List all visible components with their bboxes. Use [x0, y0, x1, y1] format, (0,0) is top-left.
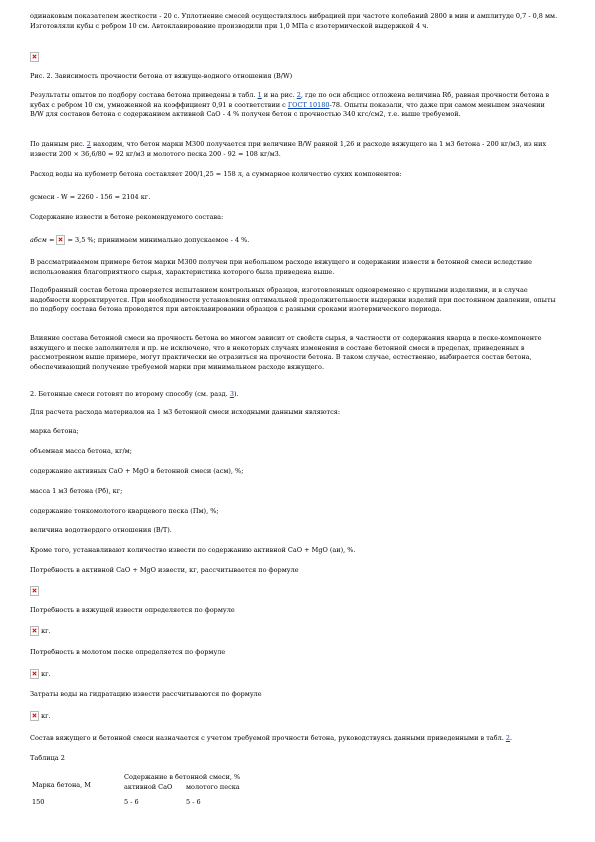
paragraph-influence: Влияние состава бетонной смеси на прочность бетона во многом зависит от свойств сырья, в частности от содержания кварца в песке-компоненте вяжущего и песке заполнителя и пр. не исключено, что в некоторых случаях изменения в составе бетонной смеси в пределах, приведенных в рассмотренном выше примере, могут практически не отразиться на прочности бетона. В таком случае, естественно, выбирается состав бетона, обеспечивающий получение требуемой марки при минимальном расходе вяжущего.	[30, 334, 542, 371]
table-row: 150 5 - 6 5 - 6	[32, 798, 201, 806]
paragraph-lime-amount: Кроме того, устанавливают количество извести по содержанию активной CaO + MgO (aи), %.	[30, 546, 356, 554]
section-3-link[interactable]: 3	[229, 390, 234, 398]
list-item-water-ratio: величина водотвердого отношения (В/Т).	[30, 526, 172, 534]
table-title: Таблица 2	[30, 754, 65, 762]
paragraph-lime-content: Содержание извести в бетоне рекомендуемого состава:	[30, 213, 224, 221]
table-header-grade: Марка бетона, М	[32, 781, 91, 789]
paragraph-binder-lime-need: Потребность в вяжущей извести определяется по формуле	[30, 606, 235, 614]
table-2-link[interactable]: 2	[505, 734, 510, 742]
formula-dry-mass: gсмеси - W = 2260 - 156 = 2104 кг.	[30, 193, 151, 201]
paragraph-verification: Подобранный состав бетона проверяется испытанием контрольных образцов, изготовленных одновременно с крупными изделиями, и в случае надобности корректируется. При необходимости установления оптимальной продолжительности выдержки изделий при постоянном давлении, опыты по подбору состава бетона проводятся при автоклавировании образцов с разными сроками изотермического периода.	[30, 286, 556, 313]
broken-image-icon	[30, 669, 39, 679]
paragraph-composition: Состав вяжущего и бетонной смеси назначается с учетом требуемой прочности бетона, руководствуясь данными приведенными в табл. 2.	[30, 734, 513, 742]
formula-sand: кг.	[30, 669, 560, 680]
paragraph-active-lime-need: Потребность в активной CaO + MgO извести, кг, рассчитывается по формуле	[30, 566, 299, 574]
table-header-cao: активной CaO	[124, 782, 173, 791]
paragraph-test-method: одинаковым показателем жесткости - 20 с. Уплотнение смесей осуществлялось вибрацией при частоте колебаний 2800 в мин и амплитуде 0,7 - 0,8 мм. Изготовляли кубы с ребром 10 см. Автоклавирование производили при 1,0 МПа с изотермической выдержкой 4 ч.	[30, 12, 558, 30]
list-item-active-cao: содержание активных CaO + MgO в бетонной смеси (aсм), %;	[30, 467, 244, 475]
paragraph-input-data: Для расчета расхода материалов на 1 м3 бетонной смеси исходными данными являются:	[30, 408, 341, 416]
table-header-sand: молотого песка	[186, 782, 240, 791]
formula-water: кг.	[30, 711, 560, 722]
list-item-grade: марка бетона;	[30, 427, 79, 435]
paragraph-hydration-water: Затраты воды на гидратацию извести рассчитываются по формуле	[30, 690, 262, 698]
table-header-group: Содержание в бетонной смеси, %	[124, 773, 241, 781]
gost-link[interactable]: ГОСТ 10180	[287, 100, 330, 109]
formula-lime-percent: aбсм = = 3,5 %; принимаем минимально допускаемое - 4 %.	[30, 236, 250, 244]
composition-table	[30, 773, 242, 808]
broken-image-icon	[30, 626, 39, 636]
broken-image-icon	[30, 711, 39, 721]
broken-image-icon	[30, 52, 39, 62]
formula-binder-lime: кг.	[30, 626, 560, 637]
paragraph-water: Расход воды на кубометр бетона составляет 200/1,25 = 158 л, а суммарное количество сухих компонентов:	[30, 170, 402, 178]
figure-caption: Рис. 2. Зависимость прочности бетона от вяжуще-водного отношения (В/W)	[30, 72, 293, 80]
paragraph-m300: По данным рис. 2 находим, что бетон марки М300 получается при величине В/W равной 1,26 и расходе вяжущего на 1 м3 бетона - 200 кг/м3, из них извести 200 × 36,6/80 = 92 кг/м3 и молотого песка 200 - 92 = 108 кг/м3.	[30, 140, 547, 158]
list-item-density: объемная масса бетона, кг/м;	[30, 447, 132, 455]
list-item-sand: содержание тонкомолотого кварцевого песка (Пм), %;	[30, 507, 219, 515]
broken-image-icon	[56, 235, 65, 245]
paragraph-sand-need: Потребность в молотом песке определяется по формуле	[30, 648, 226, 656]
paragraph-method-2: 2. Бетонные смеси готовят по второму способу (см. разд. 3).	[30, 390, 239, 398]
figure-2-link[interactable]: 2	[296, 91, 301, 99]
paragraph-example: В рассматриваемом примере бетон марки М300 получен при небольшом расходе вяжущего и содержании извести в бетонной смеси вследствие использования благоприятного сырья, характеристика которого была приведена выше.	[30, 258, 533, 276]
figure-2-link-2[interactable]: 2	[86, 140, 91, 148]
paragraph-results: Результаты опытов по подбору состава бетона приведены в табл. 1 и на рис. 2, где по оси абсцисс отложена величина Rб, равная прочности бетона в кубах с ребром 10 см, умноженной на коэффициент 0,91 в соответствии с ГОСТ 10180-78. Опыты показали, что даже при самом меньшем значении В/W для составов бетона с содержанием активной СаО - 4 % получен бетон с прочностью 340 кгс/см2, т.е. выше требуемой.	[30, 91, 550, 118]
list-item-mass: масса 1 м3 бетона (Pб), кг;	[30, 487, 123, 495]
table-1-link[interactable]: 1	[257, 91, 262, 99]
broken-image-icon	[30, 586, 39, 596]
